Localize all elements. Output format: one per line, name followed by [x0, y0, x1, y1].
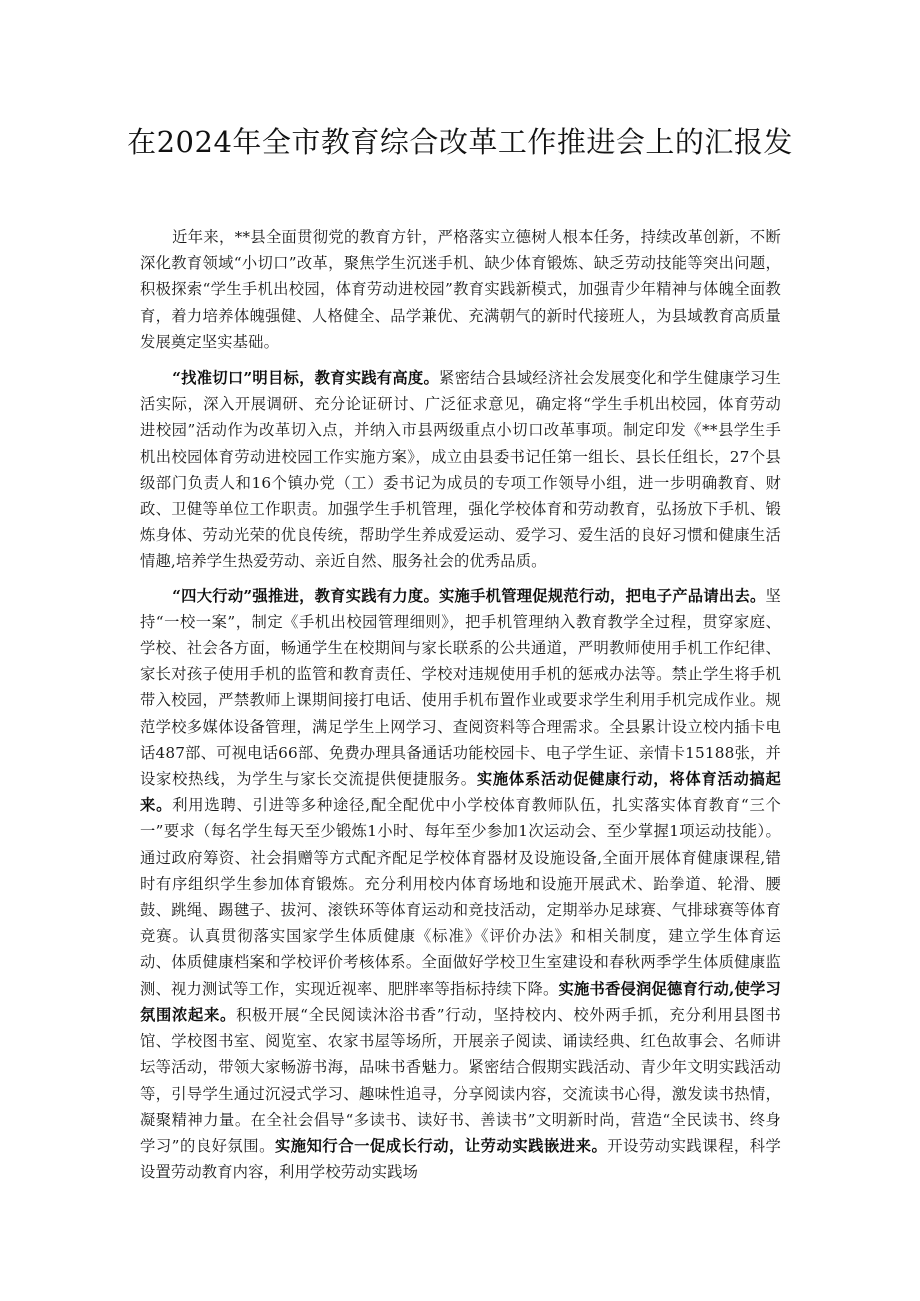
paragraph-text: 近年来，**县全面贯彻党的教育方针，严格落实立德树人根本任务，持续改革创新，不断深化教育领域“小切口”改革，聚焦学生沉迷手机、缺少体育锻炼、缺乏劳动技能等突出问题，积极探索“学生手机出校园，体育劳动进校园”教育实践新模式，加强青少年精神与体魄全面教育，着力培养体魄强健、人格健全、品学兼优、充满朝气的新时代接班人，为县域教育高质量发展奠定坚实基础。 — [140, 228, 781, 351]
paragraph-heading: “四大行动”强推进，教育实践有力度。实施手机管理促规范行动，把电子产品请出去。 — [172, 586, 766, 605]
action-heading-reading: 实施书香侵润促德育行动,使学习氛围浓起来。 — [140, 979, 781, 1024]
paragraph-heading: “找准切口”明目标，教育实践有高度。 — [172, 369, 440, 388]
paragraph-target-setting — [140, 365, 781, 575]
paragraph-text: 坚持“一校一案”，制定《手机出校园管理细则》，把手机管理纳入教育教学全过程，贯穿家庭、学校、社会各方面，畅通学生在校期间与家长联系的公共通道，严明教师使用手机工作纪律、家长对孩子使用手机的监管和教育责任、学校对违规使用手机的惩戒办法等。禁止学生将手机带入校园，严禁教师上课期间接打电话、使用手机布置作业或要求学生利用手机完成作业。规范学校多媒体设备管理，满足学生上网学习、查阅资料等合理需求。全县累计设立校内插卡电话487部、可视电话66部、免费办理具备通话功能校园卡、电子学生证、亲情卡15188张，并设家校热线，为学生与家长交流提供便捷服务。 — [140, 586, 781, 789]
paragraph-text: 利用选聘、引进等多种途径,配全配优中小学校体育教师队伍，扎实落实体育教育“三个一”要求（每名学生每天至少锻炼1小时、每年至少参加1次运动会、至少掌握1项运动技能）。通过政府筹资、社会捐赠等方式配齐配足学校体育器材及设施设备,全面开展体育健康课程,错时有序组织学生参加体育锻炼。充分利用校内体育场地和设施开展武术、跆拳道、轮滑、腰鼓、跳绳、踢毽子、拔河、滚铁环等体育运动和竞技活动，定期举办足球赛、气排球赛等体育竞赛。认真贯彻落实国家学生体质健康《标准》《评价办法》和相关制度，建立学生体育运动、体质健康档案和学校评价考核体系。全面做好学校卫生室建设和春秋两季学生体质健康监测、视力测试等工作，实现近视率、肥胖率等指标持续下降。 — [140, 796, 781, 998]
paragraph-four-actions — [140, 583, 781, 1186]
document-body — [140, 224, 781, 1185]
paragraph-spacer — [140, 355, 781, 365]
paragraph-intro — [140, 224, 781, 355]
action-heading-labor: 实施知行合一促成长行动，让劳动实践嵌进来。 — [274, 1136, 608, 1155]
document-title: 在2024年全市教育综合改革工作推进会上的汇报发 — [127, 125, 793, 159]
paragraph-text: 积极开展“全民阅读沐浴书香”行动，坚持校内、校外两手抓，充分利用县图书馆、学校图书室、阅览室、农家书屋等场所，开展亲子阅读、诵读经典、红色故事会、名师讲坛等活动，带领大家畅游书海，品味书香魅力。紧密结合假期实践活动、青少年文明实践活动等，引导学生通过沉浸式学习、趣味性追寻，分享阅读内容，交流读书心得，激发读书热情，凝聚精神力量。在全社会倡导“多读书、读好书、善读书”文明新时尚，营造“全民读书、终身学习”的良好氛围。 — [140, 1005, 781, 1155]
paragraph-text: 紧密结合县域经济社会发展变化和学生健康学习生活实际，深入开展调研、充分论证研讨、广泛征求意见，确定将“学生手机出校园，体育劳动进校园”活动作为改革切入点，并纳入市县两级重点小切口改革事项。制定印发《**县学生手机出校园体育劳动进校园工作实施方案》，成立由县委书记任第一组长、县长任组长，27个县级部门负责人和16个镇办党（工）委书记为成员的专项工作领导小组，进一步明确教育、财政、卫健等单位工作职责。加强学生手机管理，强化学校体育和劳动教育，弘扬放下手机、锻炼身体、劳动光荣的优良传统，帮助学生养成爱运动、爱学习、爱生活的良好习惯和健康生活情趣,培养学生热爱劳动、亲近自然、服务社会的优秀品质。 — [140, 369, 781, 571]
paragraph-text: 开设劳动实践课程，科学设置劳动教育内容，利用学校劳动实践场 — [140, 1136, 781, 1182]
paragraph-spacer — [140, 575, 781, 583]
action-heading-sports: 实施体系活动促健康行动，将体育活动搞起来。 — [140, 770, 782, 815]
